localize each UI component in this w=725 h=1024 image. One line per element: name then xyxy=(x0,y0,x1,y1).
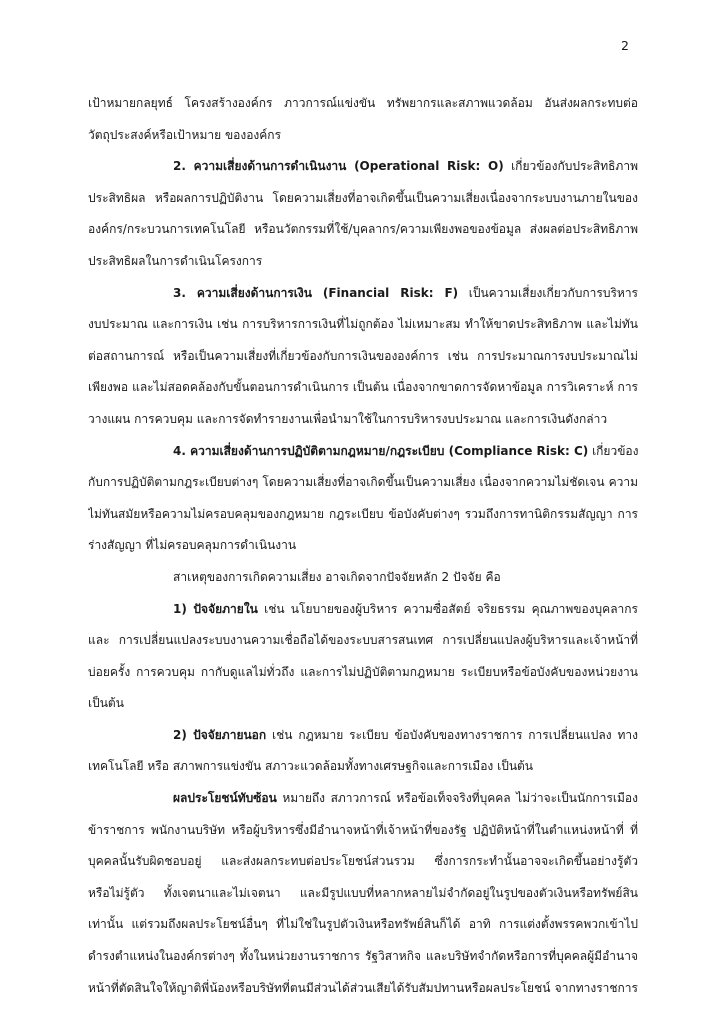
text-line xyxy=(88,151,638,183)
text-line xyxy=(88,783,638,815)
line-text: งบประมาณ และการเงิน เช่น การบริหารการเงินที่ไม่ถูกต้อง ไม่เหมาะสม ทำให้ขาดประสิทธิภาพ และไม่ทัน xyxy=(88,317,638,332)
text-line xyxy=(88,499,638,531)
line-text: ต่อสถานการณ์ หรือเป็นความเสี่ยงที่เกี่ยวข้องกับการเงินขององค์การ เช่น การประมาณการงบประมาณไม่ xyxy=(88,348,638,363)
bold-heading: 3. ความเสี่ยงด้านการเงิน (Financial Risk: F) xyxy=(173,285,459,300)
text-line xyxy=(88,341,638,373)
line-text: ประสิทธิผลในการดำเนินโครงการ xyxy=(88,253,263,268)
line-text: หมายถึง สภาวการณ์ หรือข้อเท็จจริงที่บุคคล ไม่ว่าจะเป็นนักการเมือง xyxy=(276,791,638,806)
line-text: และ การเปลี่ยนแปลงระบบงานความเชื่อถือได้ของระบบสารสนเทศ การเปลี่ยนแปลงผู้บริหารและเจ้าหน้าที่ xyxy=(88,633,638,648)
text-line xyxy=(88,309,638,341)
text-line xyxy=(88,246,638,278)
text-line xyxy=(88,878,638,910)
line-text: เป้าหมายกลยุทธ์ โครงสร้างองค์กร ภาวการณ์แข่งขัน ทรัพยากรและสภาพแวดล้อม อันส่งผลกระทบต่อ xyxy=(88,96,638,110)
line-text: เช่น กฎหมาย ระเบียบ ข้อบังคับของทางราชการ การเปลี่ยนแปลง ทาง xyxy=(266,727,638,742)
text-line xyxy=(88,751,638,783)
page-number: 2 xyxy=(621,38,629,53)
line-text: ประสิทธิผล หรือผลการปฏิบัติงาน โดยความเสี่ยงที่อาจเกิดขึ้นเป็นความเสี่ยงเนื่องจากระบบงานภายในของ xyxy=(88,190,638,205)
line-text: องค์กร/กระบวนการเทคโนโลยี หรือนวัตกรรมที่ใช้/บุคลากร/ความเพียงพอของข้อมูล ส่งผลต่อประสิทธิภาพ xyxy=(88,222,638,237)
text-line xyxy=(88,973,638,1005)
text-line xyxy=(88,594,638,626)
text-line xyxy=(88,372,638,404)
line-text: สาเหตุของการเกิดความเสี่ยง อาจเกิดจากปัจจัยหลัก 2 ปัจจัย คือ xyxy=(173,569,501,584)
text-line xyxy=(88,562,638,594)
text-line xyxy=(88,214,638,246)
line-text: เช่น นโยบายของผู้บริหาร ความซื่อสัตย์ จริยธรรม คุณภาพของบุคลากร xyxy=(257,601,638,616)
bold-heading: 4. ความเสี่ยงด้านการปฏิบัติตามกฎหมาย/กฎระเบียบ (Compliance Risk: C) xyxy=(173,443,589,458)
text-line xyxy=(88,436,638,468)
text-line xyxy=(88,720,638,752)
text-line xyxy=(88,846,638,878)
bold-heading: 1) ปัจจัยภายใน xyxy=(173,601,258,616)
line-text: ไม่ทันสมัยหรือความไม่ครอบคลุมของกฎหมาย กฎระเบียบ ข้อบังคับต่างๆ รวมถึงการทานิติกรรมสัญญา การ xyxy=(88,506,638,521)
line-text: เป็นต้น xyxy=(88,696,124,711)
line-text: ข้าราชการ พนักงานบริษัท หรือผู้บริหารซึ่งมีอำนาจหน้าที่เจ้าหน้าที่ของรัฐ ปฏิบัติหน้าที่ในตำแหน่งหน้าที่ ที่ xyxy=(88,822,638,837)
text-line xyxy=(88,278,638,310)
text-line xyxy=(88,625,638,657)
line-text: เกี่ยวข้องกับประสิทธิภาพ xyxy=(503,159,638,174)
line-text: บุคคลนั้นรับผิดชอบอยู่ และส่งผลกระทบต่อประโยชน์ส่วนรวม ซึ่งการกระทำนั้นอาจจะเกิดขึ้นอย่างรู้ตัว xyxy=(88,854,638,869)
text-line xyxy=(88,530,638,562)
line-text: เพียงพอ และไม่สอดคล้องกับขั้นตอนการดำเนินการ เป็นต้น เนื่องจากขาดการจัดหาข้อมูล การวิเคราะห์ การ xyxy=(88,380,638,395)
text-line xyxy=(88,688,638,720)
bold-heading: 2) ปัจจัยภายนอก xyxy=(173,727,267,742)
line-text: เป็นความเสี่ยงเกี่ยวกับการบริหาร xyxy=(458,285,638,300)
text-line xyxy=(88,815,638,847)
line-text: บ่อยครั้ง การควบคุม กากับดูแลไม่ทั่วถึง และการไม่ปฏิบัติตามกฎหมาย ระเบียบหรือข้อบังคับของหน่วยงาน xyxy=(88,664,638,679)
line-text: ร่างสัญญา ที่ไม่ครอบคลุมการดำเนินงาน xyxy=(88,538,297,553)
line-text: วางแผน การควบคุม และการจัดทำรายงานเพื่อนำมาใช้ในการบริหารงบประมาณ และการเงินดังกล่าว xyxy=(88,411,608,426)
text-line xyxy=(88,88,638,120)
line-text: ดำรงตำแหน่งในองค์กรต่างๆ ทั้งในหน่วยงานราชการ รัฐวิสาหกิจ และบริษัทจำกัดหรือการที่บุคคลผู้มีอำนาจ xyxy=(88,949,638,964)
document-body xyxy=(88,88,638,1004)
text-line xyxy=(88,404,638,436)
line-text: เท่านั้น แต่รวมถึงผลประโยชน์อื่นๆ ที่ไม่ใช่ในรูปตัวเงินหรือทรัพย์สินก็ได้ อาทิ การแต่งตั้งพรรคพวกเข้าไป xyxy=(88,917,638,932)
line-text: เกี่ยวข้อง xyxy=(588,443,638,458)
text-line xyxy=(88,657,638,689)
text-line xyxy=(88,183,638,215)
text-line xyxy=(88,467,638,499)
line-text: เทคโนโลยี หรือ สภาพการแข่งขัน สภาวะแวดล้อมทั้งทางเศรษฐกิจและการเมือง เป็นต้น xyxy=(88,759,534,774)
line-text: หรือไม่รู้ตัว ทั้งเจตนาและไม่เจตนา และมีรูปแบบที่หลากหลายไม่จำกัดอยู่ในรูปของตัวเงินหรือทรัพย์สิน xyxy=(88,885,638,900)
line-text: กับการปฏิบัติตามกฎระเบียบต่างๆ โดยความเสี่ยงที่อาจเกิดขึ้นเป็นความเสี่ยง เนื่องจากความไม่ชัดเจน ความ xyxy=(88,475,638,490)
text-line xyxy=(88,941,638,973)
text-line xyxy=(88,909,638,941)
line-text: วัตถุประสงค์หรือเป้าหมาย ขององค์กร xyxy=(88,127,282,142)
bold-heading: ผลประโยชน์ทับซ้อน xyxy=(173,791,277,806)
line-text: หน้าที่ตัดสินใจให้ญาติพี่น้องหรือบริษัทที่ตนมีส่วนได้ส่วนเสียได้รับสัมปทานหรือผลประโยชน์ จากทางราชการ xyxy=(88,980,638,995)
text-line xyxy=(88,120,638,152)
bold-heading: 2. ความเสี่ยงด้านการดำเนินงาน (Operational Risk: O) xyxy=(173,159,504,174)
